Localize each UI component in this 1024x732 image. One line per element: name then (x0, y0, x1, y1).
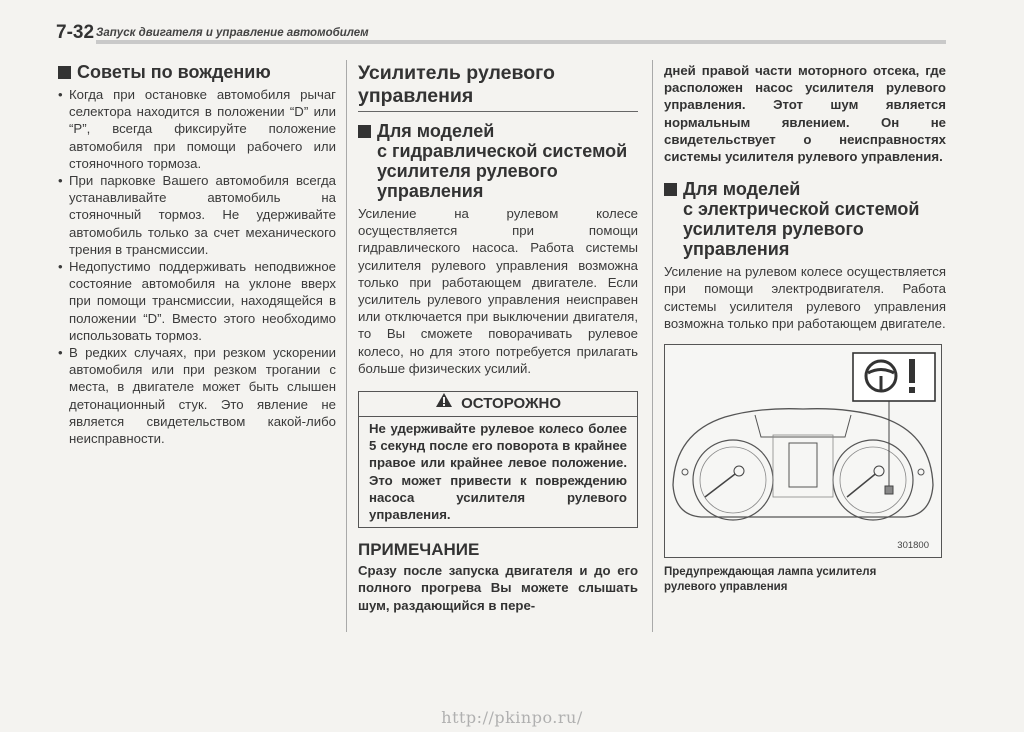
caution-text: Не удерживайте рулевое колесо более 5 секунд после его поворота в крайнее правое или крайнее левое положение. Это может привести к повреждению насоса усилителя рулевого управления. (369, 421, 627, 523)
instrument-cluster-figure (664, 344, 942, 558)
square-bullet-icon (58, 66, 71, 79)
note-text: Сразу после запуска двигателя и до его полного прогрева Вы можете слышать шум, раздающийся в пере- (358, 563, 638, 613)
list-item: • При парковке Вашего автомобиля всегда устанавливайте автомобиль на стояночный тормоз. Не удерживайте автомобиль только за счет механического трения в трансмиссии. (58, 172, 336, 258)
square-bullet-icon (358, 125, 371, 138)
column-power-steering (358, 62, 638, 614)
hydraulic-models-heading: Для моделей с гидравлической системой усилителя рулевого управления (358, 121, 638, 201)
column-continued (664, 62, 946, 595)
warning-triangle-icon (435, 392, 453, 416)
electric-models-heading: Для моделей с электрической системой усилителя рулевого управления (664, 179, 946, 259)
note-title: ПРИМЕЧАНИЕ (358, 540, 480, 560)
caution-title: ОСТОРОЖНО (461, 395, 562, 413)
figure-caption: Предупреждающая лампа усилителя рулевого управления (664, 566, 877, 594)
note-continued-text: дней правой части моторного отсека, где расположен насос усилителя рулевого управления. Этот шум является нормальным явлением. Он не свидетельствует о неисправностях системы усилителя рулевого управления. (664, 63, 946, 165)
section-title: Усилитель рулевого управления (358, 62, 638, 112)
hydraulic-body-text: Усиление на рулевом колесе осуществляется при помощи гидравлического насоса. Работа системы усилителя рулевого управления возможна только при работающем двигателе. Если усилитель рулевого управления неисправен или отключается при выключении двигателя, то Вы сможете поворачивать рулевое колесо, но для этого потребуется прилагать больше физических усилий. (358, 206, 638, 376)
page-header (56, 22, 946, 46)
header-rule (96, 40, 946, 44)
list-item: • Недопустимо поддерживать неподвижное состояние автомобиля на уклоне вверх при помощи трансмиссии, находящейся в положении “D”. Вместо этого необходимо использовать тормоз. (58, 258, 336, 344)
column-driving-tips (58, 62, 336, 447)
square-bullet-icon (664, 183, 677, 196)
caution-box (358, 391, 638, 528)
driving-tips-list (58, 86, 336, 447)
instrument-cluster-illustration (665, 345, 941, 557)
footer-url: http://pkinpo.ru/ (441, 708, 583, 727)
column-divider-2 (652, 60, 653, 632)
chapter-title: Запуск двигателя и управление автомобилем (96, 27, 369, 39)
figure-code: 301800 (897, 540, 929, 552)
list-item: • В редких случаях, при резком ускорении автомобиля или при резком трогании с места, в двигателе может быть слышен детонационный стук. Это явление не является свидетельством какой-либо неисправности. (58, 344, 336, 447)
page-number: 7-32 (56, 22, 95, 43)
driving-tips-heading: Советы по вождению (58, 62, 336, 82)
list-item: • Когда при остановке автомобиля рычаг селектора находится в положении “D” или “P”, всегда фиксируйте положение автомобиля при помощи рабочего или стояночного тормоза. (58, 86, 336, 172)
electric-body-text: Усиление на рулевом колесе осуществляется при помощи электродвигателя. Работа системы усилителя рулевого управления возможна только при работающем двигателе. (664, 264, 946, 331)
column-divider-1 (346, 60, 347, 632)
caution-header (359, 392, 637, 417)
